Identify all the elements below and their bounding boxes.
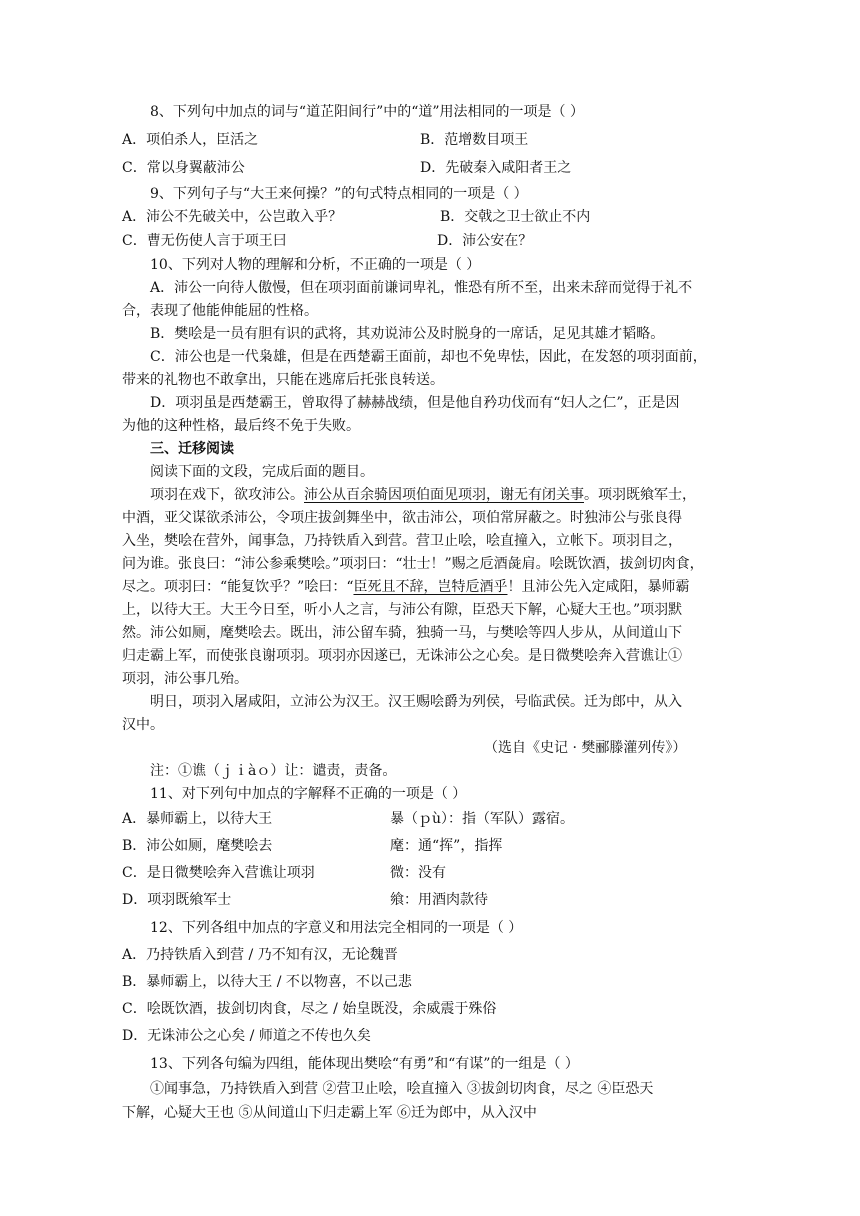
q8-option-c: C．常以身翼蔽沛公: [122, 160, 245, 176]
passage-line-8: 归走霸上军，而使张良谢项羽。项羽亦因遂已，无诛沛公之心矣。是日微樊哙奔入营谯让①: [122, 648, 682, 664]
passage-line-4: 问为谁。张良曰：“沛公参乘樊哙。”项羽曰：“壮士！”赐之卮酒彘肩。哙既饮酒，拔剑切肉食，: [122, 556, 704, 572]
q10-option-a-line1: A．沛公一向待人傲慢，但在项羽面前谦词卑礼，惟恐有所不至，出来未辞而觉得于礼不: [150, 280, 693, 296]
q8-option-a: A．项伯杀人，臣活之: [122, 132, 259, 148]
passage-line-5: [122, 578, 689, 596]
underlined-sentence-1: 沛公从百余骑因项伯面见项羽，谢无有闭关事: [304, 487, 584, 503]
q12-option-c: C．哙既饮酒，拔剑切肉食，尽之 / 始皇既没，余威震于殊俗: [122, 1001, 497, 1017]
passage-line-6: 上，以待大王。大王今日至，听小人之言，与沛公有隙，臣恐天下解，心疑大王也。”项羽默: [122, 602, 683, 618]
q10-option-d-line1: D．项羽虽是西楚霸王，曾取得了赫赫战绩，但是他自矜功伐而有“妇人之仁”，正是因: [150, 395, 680, 411]
q11-option-c: C．是日微樊哙奔入营谯让项羽: [122, 865, 315, 881]
q12-option-a: A．乃持铁盾入到营 / 乃不知有汉，无论魏晋: [122, 947, 398, 963]
q8-option-b: B．范增数目项王: [420, 132, 529, 148]
q9-option-a: A．沛公不先破关中，公岂敢入乎？: [122, 209, 343, 225]
passage-line-9: 项羽，沛公事几殆。: [122, 671, 248, 687]
passage-line-2: 中酒，亚父谋欲杀沛公，令项庄拔剑舞坐中，欲击沛公，项伯常屏蔽之。时独沛公与张良得: [122, 510, 682, 526]
passage-text: ！且沛公先入定咸阳，暴师霸: [507, 579, 690, 595]
q12-stem: 12、下列各组中加点的字意义和用法完全相同的一项是（ ）: [150, 920, 523, 936]
q11-option-b-explanation: 麾：通“挥”，指挥: [390, 838, 503, 854]
q11-option-a-explanation: 暴（ｐù）：指（军队）露宿。: [390, 811, 575, 827]
passage-text: 项羽在戏下，欲攻沛公。: [150, 487, 304, 503]
q13-stem: 13、下列各句编为四组，能体现出樊哙“有勇”和“有谋”的一组是（ ）: [150, 1056, 579, 1072]
passage-source: （选自《史记 · 樊郦滕灌列传》）: [484, 740, 687, 756]
q13-items-line-1: ①闻事急，乃持铁盾入到营 ②营卫止哙，哙直撞入 ③拔剑切肉食，尽之 ④臣恐天: [150, 1081, 654, 1097]
q12-option-d: D．无诛沛公之心矣 / 师道之不传也久矣: [122, 1028, 371, 1044]
q11-option-d-explanation: 飨：用酒肉款待: [390, 892, 488, 908]
passage-line-3: 入坐，樊哙在营外，闻事急，乃持铁盾入到营。营卫止哙，哙直撞入，立帐下。项羽目之，: [122, 533, 682, 549]
passage-text: 。项羽既飨军士，: [584, 487, 696, 503]
q9-option-b: B．交戟之卫士欲止不内: [440, 209, 591, 225]
passage-line-7: 然。沛公如厕，麾樊哙去。既出，沛公留车骑，独骑一马，与樊哙等四人步从，从间道山下: [122, 625, 682, 641]
section-title: 三、迁移阅读: [150, 441, 234, 457]
q10-option-a-line2: 合，表现了他能伸能屈的性格。: [122, 303, 318, 319]
q8-option-d: D．先破秦入咸阳者王之: [420, 160, 572, 176]
q11-option-c-explanation: 微：没有: [390, 865, 446, 881]
q10-option-c-line1: C．沛公也是一代枭雄，但是在西楚霸王面前，却也不免卑怯，因此，在发怒的项羽面前，: [150, 349, 707, 365]
passage-line-1: [150, 486, 696, 504]
underlined-sentence-2: 臣死且不辞，岂特卮酒乎: [353, 579, 508, 595]
q10-stem: 10、下列对人物的理解和分析，不正确的一项是（ ）: [150, 257, 481, 273]
q9-stem: 9、下列句子与“大王来何操？”的句式特点相同的一项是（ ）: [150, 186, 528, 202]
q13-items-line-2: 下解，心疑大王也 ⑤从间道山下归走霸上军 ⑥迁为郎中，从入汉中: [122, 1105, 537, 1121]
q9-option-c: C．曹无伤使人言于项王曰: [122, 233, 287, 249]
q11-option-a: A．暴师霸上，以待大王: [122, 811, 273, 827]
passage-p2-line-1: 明日，项羽入屠咸阳，立沛公为汉王。汉王赐哙爵为列侯，号临武侯。迁为郎中，从入: [150, 694, 682, 710]
q11-option-d: D．项羽既飨军士: [122, 892, 232, 908]
passage-p2-line-2: 汉中。: [122, 717, 164, 733]
q11-stem: 11、对下列句中加点的字解释不正确的一项是（ ）: [150, 786, 467, 802]
q10-option-b: B．樊哙是一员有胆有识的武将，其劝说沛公及时脱身的一席话，足见其雄才韬略。: [150, 326, 665, 342]
section-instruction: 阅读下面的文段，完成后面的题目。: [150, 464, 374, 480]
q10-option-d-line2: 为他的这种性格，最后终不免于失败。: [122, 418, 360, 434]
q12-option-b: B．暴师霸上，以待大王 / 不以物喜，不以己悲: [122, 974, 412, 990]
q10-option-c-line2: 带来的礼物也不敢拿出，只能在逃席后托张良转送。: [122, 372, 444, 388]
q9-option-d: D．沛公安在？: [437, 233, 533, 249]
passage-note: 注：①谯（ｊｉàｏ）让：谴责，责备。: [150, 763, 397, 779]
q8-stem: 8、下列句中加点的词与“道芷阳间行”中的“道”用法相同的一项是（ ）: [150, 104, 584, 120]
q11-option-b: B．沛公如厕，麾樊哙去: [122, 838, 273, 854]
passage-text: 尽之。项羽曰：“能复饮乎？”哙曰：“: [122, 579, 354, 595]
